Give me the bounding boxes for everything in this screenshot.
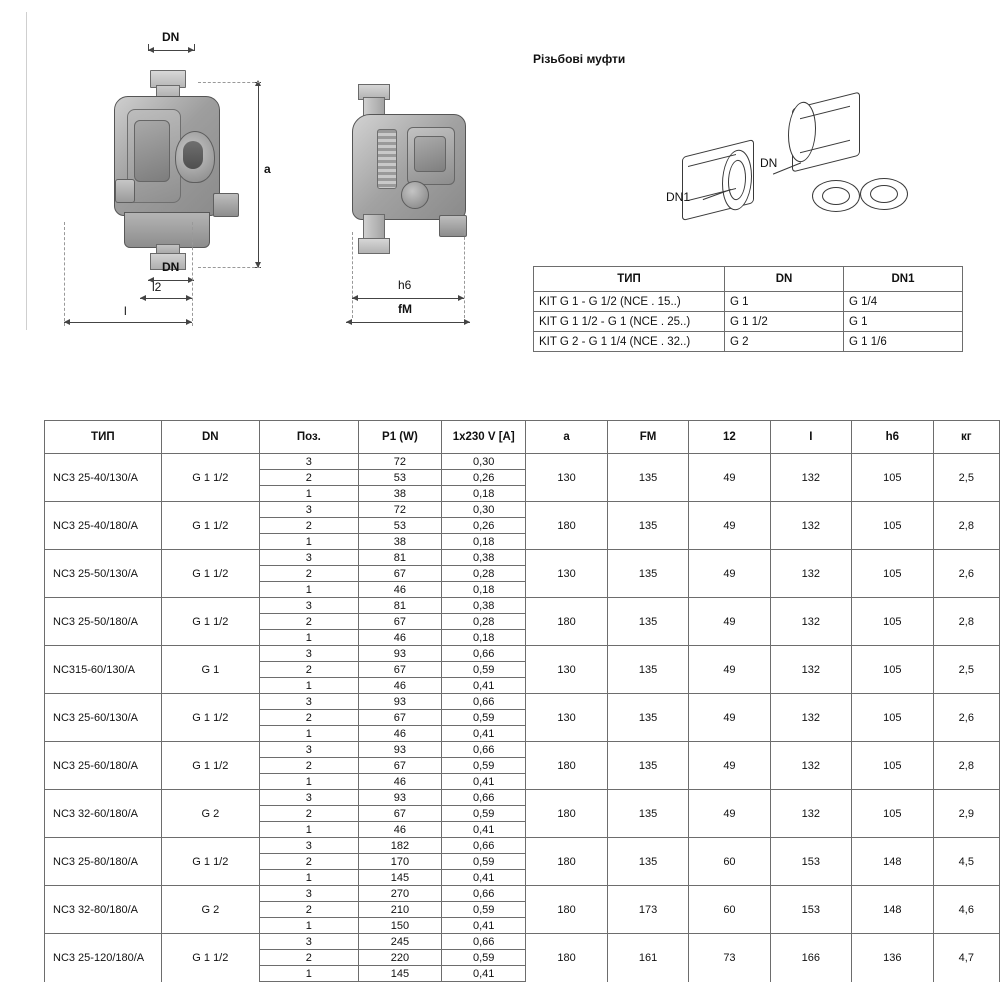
- table-row: [45, 550, 1000, 566]
- specification-table-header-row: [45, 421, 1000, 454]
- cell-a: 180: [526, 790, 608, 838]
- cell-p1: 210: [358, 902, 441, 918]
- cell-position: 3: [259, 454, 358, 470]
- cell-l: 153: [770, 886, 852, 934]
- dim-arrow-a-up: [255, 80, 261, 86]
- cell-position: 3: [259, 598, 358, 614]
- cell-12: 73: [689, 934, 770, 982]
- cell-current: 0,30: [442, 502, 526, 518]
- cell-p1: 67: [358, 758, 441, 774]
- cell-p1: 93: [358, 790, 441, 806]
- dim-line-a: [258, 82, 259, 267]
- cell-h6: 148: [852, 838, 934, 886]
- threaded-coupling-illustration: [664, 82, 974, 262]
- ext-line-l-right: [192, 222, 193, 326]
- cell-p1: 67: [358, 710, 441, 726]
- cell-current: 0,41: [442, 822, 526, 838]
- cell-fm: 173: [607, 886, 689, 934]
- header-fm: FM: [607, 421, 689, 454]
- cell-h6: 105: [852, 790, 934, 838]
- cell-position: 1: [259, 582, 358, 598]
- pump-cable-gland: [213, 193, 239, 217]
- cell-p1: 81: [358, 550, 441, 566]
- cell-p1: 67: [358, 566, 441, 582]
- coupling-table-row: [534, 292, 963, 312]
- cell-p1: 72: [358, 454, 441, 470]
- cell-l: 132: [770, 502, 852, 550]
- cell-position: 2: [259, 710, 358, 726]
- cell-dn: G 1 1/2: [161, 598, 259, 646]
- cell-kg: 2,6: [933, 550, 999, 598]
- dim-arrow-dn-bottom-right: [188, 277, 194, 283]
- dim-arrow-fm-right: [464, 319, 470, 325]
- ext-line-a-top: [198, 82, 260, 83]
- cell-type: NC3 32-60/180/A: [45, 790, 162, 838]
- cell-current: 0,59: [442, 854, 526, 870]
- cell-h6: 105: [852, 502, 934, 550]
- coupling-cell-type: KIT G 2 - G 1 1/4 (NCE . 32..): [534, 332, 725, 352]
- cell-position: 1: [259, 870, 358, 886]
- cell-l: 132: [770, 550, 852, 598]
- cell-position: 1: [259, 918, 358, 934]
- dim-label-dn-bottom: DN: [162, 260, 180, 274]
- cell-position: 2: [259, 614, 358, 630]
- cell-kg: 2,5: [933, 454, 999, 502]
- cell-position: 3: [259, 790, 358, 806]
- cell-type: NC3 25-60/180/A: [45, 742, 162, 790]
- cell-position: 1: [259, 678, 358, 694]
- cell-l: 132: [770, 742, 852, 790]
- cell-position: 2: [259, 902, 358, 918]
- cell-a: 130: [526, 550, 608, 598]
- cell-position: 3: [259, 646, 358, 662]
- dim-line-l: [64, 322, 192, 323]
- cell-h6: 148: [852, 886, 934, 934]
- cell-a: 180: [526, 934, 608, 982]
- header-a: a: [526, 421, 608, 454]
- cell-p1: 93: [358, 742, 441, 758]
- dim-tick-dn-top-left: [148, 44, 149, 51]
- cell-p1: 46: [358, 726, 441, 742]
- cell-current: 0,59: [442, 758, 526, 774]
- coupling-table-header-row: [534, 267, 963, 292]
- cell-p1: 81: [358, 598, 441, 614]
- header-p1: P1 (W): [358, 421, 441, 454]
- pump-side-panel-face: [414, 136, 446, 172]
- cell-dn: G 1 1/2: [161, 694, 259, 742]
- cell-p1: 38: [358, 486, 441, 502]
- cell-l: 132: [770, 646, 852, 694]
- coupling-gasket-1-hole: [822, 187, 850, 205]
- cell-a: 180: [526, 886, 608, 934]
- cell-fm: 135: [607, 694, 689, 742]
- cell-current: 0,41: [442, 774, 526, 790]
- cell-p1: 53: [358, 518, 441, 534]
- cell-current: 0,18: [442, 534, 526, 550]
- cell-dn: G 1 1/2: [161, 502, 259, 550]
- cell-type: NC3 25-50/130/A: [45, 550, 162, 598]
- cell-p1: 53: [358, 470, 441, 486]
- table-row: [45, 742, 1000, 758]
- coupling-label-dn1: DN1: [666, 190, 691, 204]
- coupling-label-dn: DN: [760, 156, 778, 170]
- cell-position: 1: [259, 726, 358, 742]
- cell-current: 0,38: [442, 550, 526, 566]
- cell-12: 60: [689, 886, 770, 934]
- cell-dn: G 1 1/2: [161, 934, 259, 982]
- cell-fm: 135: [607, 454, 689, 502]
- cell-type: NC315-60/130/A: [45, 646, 162, 694]
- cell-current: 0,66: [442, 838, 526, 854]
- dim-label-h6: h6: [398, 278, 412, 292]
- header-l: I: [770, 421, 852, 454]
- cell-position: 2: [259, 662, 358, 678]
- cell-12: 49: [689, 454, 770, 502]
- cell-current: 0,18: [442, 630, 526, 646]
- cell-fm: 135: [607, 598, 689, 646]
- cell-h6: 136: [852, 934, 934, 982]
- cell-h6: 105: [852, 454, 934, 502]
- cell-current: 0,28: [442, 614, 526, 630]
- pump-front-view-illustration: [98, 70, 228, 260]
- cell-p1: 93: [358, 646, 441, 662]
- cell-p1: 245: [358, 934, 441, 950]
- specification-table-body: [45, 454, 1000, 982]
- header-dn: DN: [161, 421, 259, 454]
- table-row: [45, 886, 1000, 902]
- cell-position: 1: [259, 534, 358, 550]
- cell-position: 2: [259, 854, 358, 870]
- dim-line-h6: [352, 298, 464, 299]
- cell-a: 130: [526, 454, 608, 502]
- cell-position: 1: [259, 774, 358, 790]
- cell-dn: G 1: [161, 646, 259, 694]
- cell-h6: 105: [852, 550, 934, 598]
- cell-kg: 4,5: [933, 838, 999, 886]
- cell-current: 0,59: [442, 710, 526, 726]
- cell-l: 153: [770, 838, 852, 886]
- cell-p1: 46: [358, 774, 441, 790]
- cell-fm: 135: [607, 646, 689, 694]
- coupling-header-dn: DN: [725, 267, 844, 292]
- dim-label-fm: fM: [398, 302, 412, 316]
- pump-side-view-illustration: [336, 84, 476, 264]
- cell-current: 0,41: [442, 870, 526, 886]
- cell-position: 3: [259, 886, 358, 902]
- cell-h6: 105: [852, 742, 934, 790]
- cell-h6: 105: [852, 646, 934, 694]
- dim-arrow-h6-left: [352, 295, 358, 301]
- cell-12: 49: [689, 598, 770, 646]
- coupling-table: [533, 266, 963, 352]
- cell-l: 132: [770, 454, 852, 502]
- cell-p1: 67: [358, 614, 441, 630]
- cell-h6: 105: [852, 694, 934, 742]
- cell-p1: 46: [358, 582, 441, 598]
- cell-p1: 46: [358, 822, 441, 838]
- pump-display-slot: [183, 141, 203, 169]
- pump-side-cable-gland: [439, 215, 467, 237]
- pump-side-rotor-circle: [401, 181, 429, 209]
- cell-current: 0,66: [442, 790, 526, 806]
- cell-dn: G 1 1/2: [161, 454, 259, 502]
- coupling-cell-dn1: G 1 1/6: [844, 332, 963, 352]
- cell-kg: 2,9: [933, 790, 999, 838]
- cell-position: 3: [259, 694, 358, 710]
- cell-p1: 38: [358, 534, 441, 550]
- header-current: 1x230 V [A]: [442, 421, 526, 454]
- cell-current: 0,66: [442, 742, 526, 758]
- cell-kg: 2,8: [933, 598, 999, 646]
- ext-line-h6-left: [352, 232, 353, 318]
- cell-a: 180: [526, 838, 608, 886]
- cell-dn: G 1 1/2: [161, 742, 259, 790]
- cell-position: 1: [259, 966, 358, 982]
- cell-type: NC3 25-50/180/A: [45, 598, 162, 646]
- cell-kg: 2,5: [933, 646, 999, 694]
- cell-l: 132: [770, 598, 852, 646]
- cell-p1: 93: [358, 694, 441, 710]
- header-h6: h6: [852, 421, 934, 454]
- cell-position: 2: [259, 518, 358, 534]
- cell-fm: 161: [607, 934, 689, 982]
- cell-dn: G 2: [161, 790, 259, 838]
- pump-terminal-box-face: [134, 120, 170, 182]
- cell-type: NC3 25-120/180/A: [45, 934, 162, 982]
- cell-l: 132: [770, 694, 852, 742]
- cell-a: 130: [526, 646, 608, 694]
- cell-p1: 150: [358, 918, 441, 934]
- section-title-threaded-couplings: Різьбові муфти: [533, 52, 626, 66]
- coupling-header-type: ТИП: [534, 267, 725, 292]
- cell-type: NC3 25-40/180/A: [45, 502, 162, 550]
- cell-a: 130: [526, 694, 608, 742]
- cell-position: 3: [259, 502, 358, 518]
- cell-position: 1: [259, 630, 358, 646]
- cell-current: 0,66: [442, 934, 526, 950]
- pump-side-housing: [352, 114, 466, 220]
- cell-current: 0,26: [442, 470, 526, 486]
- dim-tick-dn-top-right: [194, 44, 195, 51]
- cell-kg: 2,8: [933, 502, 999, 550]
- coupling-cell-dn1: G 1/4: [844, 292, 963, 312]
- cell-current: 0,30: [442, 454, 526, 470]
- cell-fm: 135: [607, 742, 689, 790]
- dim-line-l2: [140, 298, 192, 299]
- cell-position: 3: [259, 742, 358, 758]
- cell-a: 180: [526, 742, 608, 790]
- cell-a: 180: [526, 502, 608, 550]
- cell-position: 2: [259, 566, 358, 582]
- table-row: [45, 694, 1000, 710]
- dim-arrow-fm-left: [346, 319, 352, 325]
- coupling-table-row: [534, 332, 963, 352]
- dim-label-dn-top: DN: [162, 30, 180, 44]
- cell-position: 3: [259, 934, 358, 950]
- coupling-table-row: [534, 312, 963, 332]
- cell-current: 0,28: [442, 566, 526, 582]
- cell-p1: 67: [358, 806, 441, 822]
- pump-lower-housing: [124, 212, 210, 248]
- header-type: ТИП: [45, 421, 162, 454]
- cell-position: 2: [259, 758, 358, 774]
- cell-position: 1: [259, 486, 358, 502]
- pump-side-knob: [115, 179, 135, 203]
- cell-dn: G 2: [161, 886, 259, 934]
- cell-position: 3: [259, 838, 358, 854]
- pump-side-control-panel: [407, 127, 455, 185]
- header-12: 12: [689, 421, 770, 454]
- coupling-cell-type: KIT G 1 - G 1/2 (NCE . 15..): [534, 292, 725, 312]
- dim-label-l: l: [124, 304, 127, 318]
- coupling-cell-type: KIT G 1 1/2 - G 1 (NCE . 25..): [534, 312, 725, 332]
- cell-kg: 4,7: [933, 934, 999, 982]
- table-row: [45, 790, 1000, 806]
- cell-p1: 145: [358, 870, 441, 886]
- pump-motor-section: [127, 109, 181, 203]
- cell-kg: 2,8: [933, 742, 999, 790]
- cell-12: 49: [689, 550, 770, 598]
- coupling-cell-dn1: G 1: [844, 312, 963, 332]
- ext-line-a-bottom: [198, 267, 260, 268]
- coupling-header-dn1: DN1: [844, 267, 963, 292]
- cell-p1: 67: [358, 662, 441, 678]
- drawing-frame-left-rule: [26, 12, 27, 330]
- cell-p1: 170: [358, 854, 441, 870]
- dim-arrow-l2-left: [140, 295, 146, 301]
- cell-12: 49: [689, 502, 770, 550]
- dim-label-a: a: [264, 162, 271, 176]
- pump-side-bottom-flange: [358, 238, 390, 254]
- cell-current: 0,41: [442, 966, 526, 982]
- ext-line-h6-right: [464, 232, 465, 318]
- cell-12: 49: [689, 742, 770, 790]
- coupling-gasket-2-hole: [870, 185, 898, 203]
- cell-fm: 135: [607, 550, 689, 598]
- cell-position: 2: [259, 806, 358, 822]
- cell-current: 0,66: [442, 646, 526, 662]
- cell-current: 0,66: [442, 694, 526, 710]
- cell-h6: 105: [852, 598, 934, 646]
- cell-p1: 72: [358, 502, 441, 518]
- cell-type: NC3 25-80/180/A: [45, 838, 162, 886]
- cell-p1: 220: [358, 950, 441, 966]
- cell-current: 0,18: [442, 582, 526, 598]
- ext-line-l-left: [64, 222, 65, 326]
- cell-position: 1: [259, 822, 358, 838]
- cell-type: NC3 25-60/130/A: [45, 694, 162, 742]
- cell-dn: G 1 1/2: [161, 838, 259, 886]
- cell-current: 0,66: [442, 886, 526, 902]
- cell-kg: 2,6: [933, 694, 999, 742]
- cell-current: 0,41: [442, 678, 526, 694]
- cell-current: 0,59: [442, 902, 526, 918]
- cell-current: 0,59: [442, 950, 526, 966]
- cell-current: 0,18: [442, 486, 526, 502]
- coupling-cell-dn: G 1 1/2: [725, 312, 844, 332]
- cell-current: 0,59: [442, 662, 526, 678]
- cell-fm: 135: [607, 502, 689, 550]
- dim-label-l2: l2: [152, 280, 162, 294]
- cell-p1: 46: [358, 678, 441, 694]
- dim-line-fm: [346, 322, 470, 323]
- table-row: [45, 502, 1000, 518]
- table-row: [45, 934, 1000, 950]
- cell-current: 0,41: [442, 918, 526, 934]
- header-position: Поз.: [259, 421, 358, 454]
- cell-kg: 4,6: [933, 886, 999, 934]
- dim-arrow-h6-right: [458, 295, 464, 301]
- cell-l: 132: [770, 790, 852, 838]
- pump-side-vents: [377, 129, 397, 189]
- cell-p1: 145: [358, 966, 441, 982]
- cell-p1: 182: [358, 838, 441, 854]
- table-row: [45, 838, 1000, 854]
- cell-position: 2: [259, 470, 358, 486]
- cell-type: NC3 25-40/130/A: [45, 454, 162, 502]
- cell-dn: G 1 1/2: [161, 550, 259, 598]
- header-kg: кг: [933, 421, 999, 454]
- cell-a: 180: [526, 598, 608, 646]
- cell-fm: 135: [607, 838, 689, 886]
- cell-12: 60: [689, 838, 770, 886]
- cell-12: 49: [689, 694, 770, 742]
- cell-position: 3: [259, 550, 358, 566]
- cell-fm: 135: [607, 790, 689, 838]
- cell-current: 0,59: [442, 806, 526, 822]
- table-row: [45, 454, 1000, 470]
- cell-p1: 270: [358, 886, 441, 902]
- cell-current: 0,41: [442, 726, 526, 742]
- cell-current: 0,26: [442, 518, 526, 534]
- cell-p1: 46: [358, 630, 441, 646]
- coupling-cell-dn: G 1: [725, 292, 844, 312]
- cell-current: 0,38: [442, 598, 526, 614]
- pump-housing: [114, 96, 220, 216]
- cell-type: NC3 32-80/180/A: [45, 886, 162, 934]
- table-row: [45, 598, 1000, 614]
- cell-12: 49: [689, 790, 770, 838]
- coupling-cell-dn: G 2: [725, 332, 844, 352]
- cell-12: 49: [689, 646, 770, 694]
- specification-table: [44, 420, 1000, 982]
- cell-position: 2: [259, 950, 358, 966]
- table-row: [45, 646, 1000, 662]
- cell-l: 166: [770, 934, 852, 982]
